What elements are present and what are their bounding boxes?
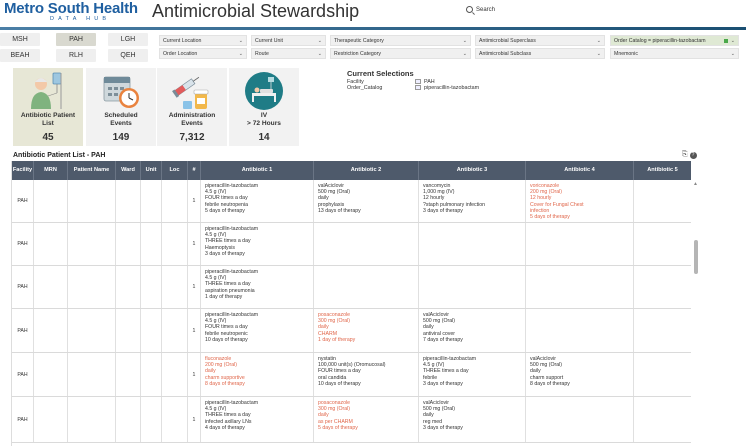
filter-label: Current Location — [163, 38, 202, 44]
column-header-unit[interactable]: Unit — [141, 161, 162, 180]
column-header-antibiotic-2[interactable]: Antibiotic 2 — [314, 161, 419, 180]
table-cell-antibiotic-2 — [314, 309, 419, 352]
facility-button-lgh[interactable]: LGH — [108, 33, 148, 46]
patient-bed-icon — [243, 71, 285, 111]
table-cell-patient-name — [68, 223, 116, 265]
table-cell-mrn — [34, 223, 68, 265]
filter-order-catalog[interactable] — [610, 35, 739, 46]
table-cell-loc — [162, 309, 188, 352]
antibiotic-detail-line: FOUR times a day — [318, 368, 361, 375]
antibiotic-detail-line: 100,000 unit(s) (Oromucosal) — [318, 362, 386, 369]
antibiotic-detail-line: 5 days of therapy — [205, 207, 245, 214]
antibiotic-detail-line: 4.5 g (IV) — [205, 318, 227, 325]
kpi-label: > 72 Hours — [247, 120, 281, 127]
facility-button-rlh[interactable]: RLH — [56, 49, 96, 62]
table-cell-facility — [12, 353, 34, 396]
table-cell-count — [188, 180, 201, 222]
antibiotic-detail-line: THREE times a day — [205, 412, 251, 419]
antibiotic-detail-line: 300 mg (Oral) — [318, 318, 350, 325]
antibiotic-detail-line: valAciclovir — [318, 183, 344, 189]
table-cell-antibiotic-1 — [201, 353, 314, 396]
antibiotic-count: 1 — [192, 198, 196, 204]
antibiotic-detail-line: 8 days of therapy — [205, 380, 245, 387]
table-cell-loc — [162, 180, 188, 222]
search-button[interactable] — [466, 6, 495, 13]
table-cell-antibiotic-3 — [419, 353, 526, 396]
column-header-antibiotic-5[interactable]: Antibiotic 5 — [634, 161, 691, 180]
table-cell-loc — [162, 353, 188, 396]
antibiotic-detail-line: valAciclovir — [423, 312, 449, 318]
antibiotic-detail-line: aspiration pneumonia — [205, 287, 255, 294]
table-cell-patient-name — [68, 353, 116, 396]
table-row[interactable] — [12, 353, 691, 397]
antibiotic-detail-line: charm support — [530, 374, 564, 381]
antibiotic-detail-line: daily — [423, 412, 434, 419]
kpi-administration-events[interactable] — [157, 68, 227, 146]
filter-mnemonic[interactable] — [610, 48, 739, 59]
scroll-up-icon[interactable]: ▲ — [693, 181, 698, 187]
antibiotic-detail-line: piperacillin-tazobactam — [205, 312, 259, 318]
chevron-down-icon: ⌄ — [730, 38, 735, 44]
brand-subtitle: DATA HUB — [50, 16, 111, 22]
antibiotic-entry — [314, 180, 418, 214]
table-cell-unit — [141, 266, 162, 308]
chevron-down-icon: ⌄ — [462, 51, 467, 57]
table-cell-antibiotic-5 — [634, 266, 691, 308]
antibiotic-entry — [314, 353, 418, 387]
antibiotic-detail-line: Cover for Fungal Chest — [530, 201, 584, 208]
selection-row[interactable] — [347, 85, 497, 91]
antibiotic-detail-line: 5 days of therapy — [318, 424, 358, 431]
chevron-down-icon: ⌄ — [238, 38, 243, 44]
table-cell-antibiotic-5 — [634, 309, 691, 352]
column-header-antibiotic-3[interactable]: Antibiotic 3 — [419, 161, 526, 180]
antibiotic-detail-line: piperacillin-tazobactam — [205, 226, 259, 232]
table-cell-antibiotic-1 — [201, 309, 314, 352]
table-cell-ward — [116, 397, 141, 442]
table-cell-patient-name — [68, 180, 116, 222]
table-cell-antibiotic-2 — [314, 397, 419, 442]
kpi-scheduled-events[interactable] — [86, 68, 156, 146]
table-header — [12, 161, 691, 180]
table-cell-loc — [162, 397, 188, 442]
antibiotic-detail-line: 12 hourly — [423, 195, 445, 202]
filter-label: Antimicrobial Superclass — [479, 38, 536, 44]
antibiotic-detail-line: 500 mg (Oral) — [318, 189, 350, 196]
table-cell-count — [188, 353, 201, 396]
chevron-down-icon: ⌄ — [596, 51, 601, 57]
antibiotic-detail-line: 200 mg (Oral) — [530, 189, 562, 196]
antibiotic-detail-line: posaconazole — [318, 400, 351, 406]
antibiotic-detail-line: 3 days of therapy — [423, 424, 463, 431]
antibiotic-detail-line: infection — [530, 207, 550, 214]
antibiotic-detail-line: daily — [318, 412, 329, 419]
patient-iv-icon — [27, 71, 69, 111]
antibiotic-detail-line: 300 mg (Oral) — [318, 406, 350, 413]
table-cell-antibiotic-1 — [201, 223, 314, 265]
antibiotic-detail-line: reg med — [423, 418, 443, 425]
antibiotic-entry — [526, 180, 633, 220]
kpi-label: Events — [181, 120, 203, 127]
column-header-count[interactable]: # — [188, 161, 201, 180]
table-cell-unit — [141, 309, 162, 352]
antibiotic-detail-line: 1 day of therapy — [318, 336, 356, 343]
antibiotic-detail-line: daily — [205, 368, 216, 375]
antibiotic-detail-line: 500 mg (Oral) — [530, 362, 562, 369]
selection-field: Order_Catalog — [347, 85, 383, 91]
column-header-patient-name[interactable]: Patient Name — [68, 161, 116, 180]
antibiotic-detail-line: valAciclovir — [530, 356, 556, 362]
table-cell-unit — [141, 353, 162, 396]
antibiotic-detail-line: vancomycin — [423, 183, 451, 189]
clear-selection-icon[interactable] — [415, 85, 421, 90]
facility-value: PAH — [17, 198, 28, 204]
table-cell-count — [188, 397, 201, 442]
antibiotic-detail-line: THREE times a day — [205, 281, 251, 288]
antibiotic-count: 1 — [192, 327, 196, 334]
kpi-value: 7,312 — [179, 132, 205, 143]
table-cell-loc — [162, 266, 188, 308]
antibiotic-detail-line: CHARM — [318, 330, 338, 337]
search-icon — [466, 6, 473, 13]
table-cell-ward — [116, 309, 141, 352]
table-cell-antibiotic-5 — [634, 353, 691, 396]
table-cell-facility — [12, 309, 34, 352]
antibiotic-detail-line: 500 mg (Oral) — [423, 406, 455, 413]
antibiotic-detail-line: 13 days of therapy — [318, 207, 361, 214]
filter-label: Route — [255, 51, 269, 57]
table-cell-antibiotic-1 — [201, 397, 314, 442]
filter-label: Antimicrobial Subclass — [479, 51, 532, 57]
table-cell-facility — [12, 180, 34, 222]
facility-button-pah[interactable]: PAH — [56, 33, 96, 46]
antibiotic-count: 1 — [192, 371, 196, 378]
antibiotic-entry — [201, 397, 313, 431]
table-cell-antibiotic-5 — [634, 223, 691, 265]
column-header-mrn[interactable]: MRN — [34, 161, 68, 180]
antibiotic-entry — [526, 266, 633, 269]
antibiotic-detail-line: febrile neutropenic — [205, 330, 248, 337]
table-cell-antibiotic-5 — [634, 397, 691, 442]
filter-label: Therapeutic Category — [334, 38, 384, 44]
table-cell-ward — [116, 223, 141, 265]
table-cell-unit — [141, 397, 162, 442]
filter-label: Current Unit — [255, 38, 283, 44]
antibiotic-detail-line: daily — [423, 324, 434, 331]
antibiotic-detail-line: 10 days of therapy — [318, 380, 361, 387]
clear-selection-icon[interactable] — [415, 79, 421, 84]
selection-value: piperacillin-tazobactam — [424, 85, 480, 91]
antibiotic-detail-line: 4 days of therapy — [205, 424, 245, 431]
filter-antimicrobial-superclass[interactable] — [475, 35, 605, 46]
brand-name: Metro South Health — [4, 0, 138, 17]
antibiotic-entry — [201, 180, 313, 214]
antibiotic-entry — [201, 309, 313, 343]
table-cell-mrn — [34, 309, 68, 352]
antibiotic-count: 1 — [192, 284, 196, 290]
antibiotic-detail-line: piperacillin-tazobactam — [205, 183, 259, 189]
table-cell-antibiotic-2 — [314, 223, 419, 265]
antibiotic-detail-line: 7 days of therapy — [423, 336, 463, 343]
table-cell-count — [188, 223, 201, 265]
antibiotic-entry — [314, 266, 418, 269]
antibiotic-detail-line: 3 days of therapy — [423, 380, 463, 387]
search-label: Search — [476, 6, 496, 13]
table-cell-mrn — [34, 180, 68, 222]
selection-field: Facility — [347, 79, 364, 85]
antibiotic-entry — [201, 353, 313, 387]
antibiotic-entry — [634, 309, 691, 312]
antibiotic-entry — [314, 309, 418, 343]
page-title: Antimicrobial Stewardship — [152, 1, 360, 21]
antibiotic-detail-line: oral candida — [318, 374, 347, 381]
antibiotic-detail-line: 3 days of therapy — [205, 250, 245, 257]
antibiotic-detail-line: fluconazole — [205, 356, 232, 362]
table-cell-antibiotic-3 — [419, 397, 526, 442]
header-divider — [0, 27, 746, 30]
column-header-antibiotic-4[interactable]: Antibiotic 4 — [526, 161, 634, 180]
brand-logo[interactable] — [4, 1, 138, 23]
selected-indicator-icon — [724, 39, 728, 43]
antibiotic-detail-line: posaconazole — [318, 312, 351, 318]
table-cell-antibiotic-4 — [526, 397, 634, 442]
table-tools — [682, 151, 697, 159]
kpi-label: Scheduled — [104, 112, 138, 119]
kpi-label: Administration — [168, 112, 216, 119]
export-icon[interactable]: ⎘ — [682, 151, 688, 158]
antibiotic-detail-line: 4.5 g (IV) — [205, 189, 227, 196]
antibiotic-entry — [634, 266, 691, 269]
current-selections-title: Current Selections — [347, 69, 414, 78]
table-cell-antibiotic-2 — [314, 353, 419, 396]
kpi-iv-72-hours[interactable] — [229, 68, 299, 146]
antibiotic-entry — [419, 353, 525, 387]
kpi-label: IV — [260, 112, 268, 119]
help-icon[interactable]: ? — [690, 152, 697, 159]
table-cell-antibiotic-4 — [526, 353, 634, 396]
filter-current-location[interactable] — [159, 35, 247, 46]
antibiotic-detail-line: antiviral cover — [423, 330, 456, 337]
table-cell-loc — [162, 223, 188, 265]
column-header-ward[interactable]: Ward — [116, 161, 141, 180]
table-cell-antibiotic-1 — [201, 180, 314, 222]
antibiotic-entry — [634, 353, 691, 356]
antibiotic-detail-line: 10 days of therapy — [205, 336, 248, 343]
facility-value: PAH — [17, 241, 28, 247]
antibiotic-detail-line: 5 days of therapy — [530, 214, 570, 221]
table-cell-ward — [116, 266, 141, 308]
antibiotic-detail-line: 500 mg (Oral) — [423, 318, 455, 325]
facility-button-msh[interactable]: MSH — [0, 33, 40, 46]
table-cell-antibiotic-1 — [201, 266, 314, 308]
table-title: Antibiotic Patient List - PAH — [13, 152, 106, 159]
facility-button-qeh[interactable]: QEH — [108, 49, 148, 62]
antibiotic-detail-line: febrile — [423, 374, 438, 381]
chevron-down-icon: ⌄ — [317, 51, 322, 57]
kpi-label: Events — [110, 120, 132, 127]
table-cell-antibiotic-2 — [314, 180, 419, 222]
patient-table — [11, 161, 691, 446]
antibiotic-entry — [419, 266, 525, 269]
table-cell-antibiotic-4 — [526, 223, 634, 265]
antibiotic-detail-line: charm supportive — [205, 374, 245, 381]
kpi-antibiotic-patient-list[interactable] — [13, 68, 83, 146]
antibiotic-entry — [419, 223, 525, 226]
antibiotic-detail-line: valAciclovir — [423, 400, 449, 406]
chevron-down-icon: ⌄ — [596, 38, 601, 44]
antibiotic-detail-line: ?staph pulmonary infection — [423, 201, 485, 208]
chevron-down-icon: ⌄ — [317, 38, 322, 44]
filter-label: Mnemonic — [614, 51, 638, 57]
table-scrollbar[interactable] — [692, 161, 700, 446]
antibiotic-entry — [526, 353, 633, 387]
filter-route[interactable] — [251, 48, 326, 59]
antibiotic-entry — [201, 223, 313, 257]
antibiotic-entry — [419, 180, 525, 214]
antibiotic-detail-line: piperacillin-tazobactam — [423, 356, 477, 362]
antibiotic-detail-line: FOUR times a day — [205, 324, 248, 331]
table-cell-antibiotic-5 — [634, 180, 691, 222]
table-cell-unit — [141, 180, 162, 222]
table-cell-antibiotic-4 — [526, 180, 634, 222]
table-cell-antibiotic-3 — [419, 266, 526, 308]
table-row[interactable] — [12, 397, 691, 443]
antibiotic-detail-line: THREE times a day — [423, 368, 469, 375]
antibiotic-detail-line: piperacillin-tazobactam — [205, 400, 259, 406]
table-cell-patient-name — [68, 309, 116, 352]
antibiotic-detail-line: febrile neutropenia — [205, 201, 248, 208]
kpi-label: Antibiotic Patient — [20, 112, 76, 119]
antibiotic-entry — [526, 397, 633, 400]
antibiotic-detail-line: daily — [318, 195, 329, 202]
antibiotic-count: 1 — [192, 241, 196, 247]
kpi-label: List — [42, 120, 54, 127]
antibiotic-entry — [314, 223, 418, 226]
filter-current-unit[interactable] — [251, 35, 326, 46]
column-header-antibiotic-1[interactable]: Antibiotic 1 — [201, 161, 314, 180]
antibiotic-detail-line: 8 days of therapy — [530, 380, 570, 387]
table-cell-patient-name — [68, 397, 116, 442]
antibiotic-detail-line: 4.5 g (IV) — [423, 362, 445, 369]
table-cell-unit — [141, 223, 162, 265]
kpi-value: 14 — [258, 132, 270, 143]
antibiotic-detail-line: piperacillin-tazobactam — [205, 269, 259, 275]
antibiotic-detail-line: 3 days of therapy — [423, 207, 463, 214]
antibiotic-entry — [634, 223, 691, 226]
antibiotic-detail-line: daily — [530, 368, 541, 375]
syringe-medicine-icon — [171, 71, 213, 111]
antibiotic-detail-line: nystatin — [318, 356, 336, 362]
kpi-value: 45 — [42, 132, 54, 143]
filter-label: Order Catalog = piperacillin-tazobactam — [614, 38, 706, 44]
table-row[interactable] — [12, 223, 691, 266]
antibiotic-entry — [526, 309, 633, 312]
table-cell-antibiotic-2 — [314, 266, 419, 308]
table-cell-mrn — [34, 397, 68, 442]
filter-antimicrobial-subclass[interactable] — [475, 48, 605, 59]
antibiotic-entry — [634, 397, 691, 400]
kpi-value: 149 — [112, 132, 130, 143]
table-cell-facility — [12, 223, 34, 265]
antibiotic-detail-line: THREE times a day — [205, 238, 251, 245]
table-cell-mrn — [34, 266, 68, 308]
filter-order-location[interactable] — [159, 48, 247, 59]
facility-button-beah[interactable]: BEAH — [0, 49, 40, 62]
antibiotic-entry — [526, 223, 633, 226]
facility-value: PAH — [17, 327, 28, 334]
table-cell-patient-name — [68, 266, 116, 308]
column-header-loc[interactable]: Loc — [162, 161, 188, 180]
table-row[interactable] — [12, 309, 691, 353]
facility-value: PAH — [17, 371, 28, 378]
chevron-down-icon: ⌄ — [730, 51, 735, 57]
scrollbar-thumb[interactable] — [694, 240, 698, 274]
table-cell-antibiotic-3 — [419, 223, 526, 265]
antibiotic-detail-line: Haemoptysis — [205, 244, 235, 251]
calendar-clock-icon — [100, 71, 142, 111]
antibiotic-detail-line: 1 day of therapy — [205, 293, 243, 300]
antibiotic-detail-line: voriconazole — [530, 183, 560, 189]
filter-restriction-category[interactable] — [330, 48, 471, 59]
table-cell-antibiotic-3 — [419, 180, 526, 222]
table-cell-antibiotic-3 — [419, 309, 526, 352]
table-cell-ward — [116, 180, 141, 222]
antibiotic-entry — [419, 397, 525, 431]
antibiotic-detail-line: 200 mg (Oral) — [205, 362, 237, 369]
antibiotic-entry — [314, 397, 418, 431]
antibiotic-detail-line: 4.5 g (IV) — [205, 232, 227, 239]
filter-label: Order Location — [163, 51, 198, 57]
antibiotic-detail-line: 4.5 g (IV) — [205, 406, 227, 413]
table-cell-facility — [12, 397, 34, 442]
table-cell-mrn — [34, 353, 68, 396]
chevron-down-icon: ⌄ — [238, 51, 243, 57]
antibiotic-detail-line: daily — [318, 324, 329, 331]
filter-label: Restriction Category — [334, 51, 381, 57]
table-cell-count — [188, 309, 201, 352]
antibiotic-entry — [419, 309, 525, 343]
table-cell-antibiotic-4 — [526, 266, 634, 308]
antibiotic-detail-line: FOUR times a day — [205, 195, 248, 202]
table-row[interactable] — [12, 266, 691, 309]
antibiotic-detail-line: 1,000 mg (IV) — [423, 189, 455, 196]
table-cell-ward — [116, 353, 141, 396]
column-header-facility[interactable]: Facility — [12, 161, 34, 180]
app-header — [0, 0, 746, 27]
antibiotic-detail-line: as per CHARM — [318, 418, 353, 425]
table-cell-count — [188, 266, 201, 308]
antibiotic-detail-line: infected axillary LNs — [205, 418, 252, 425]
antibiotic-entry — [634, 180, 691, 183]
antibiotic-detail-line: prophylaxis — [318, 201, 345, 208]
table-row[interactable] — [12, 180, 691, 223]
current-selections — [347, 69, 480, 91]
antibiotic-detail-line: 4.5 g (IV) — [205, 275, 227, 282]
chevron-down-icon: ⌄ — [462, 38, 467, 44]
table-cell-facility — [12, 266, 34, 308]
table-cell-antibiotic-4 — [526, 309, 634, 352]
antibiotic-detail-line: 12 hourly — [530, 195, 552, 202]
selection-value: PAH — [424, 79, 435, 85]
antibiotic-count: 1 — [192, 416, 196, 423]
facility-value: PAH — [17, 416, 28, 423]
filter-therapeutic-category[interactable] — [330, 35, 471, 46]
antibiotic-entry — [201, 266, 313, 300]
facility-value: PAH — [17, 284, 28, 290]
